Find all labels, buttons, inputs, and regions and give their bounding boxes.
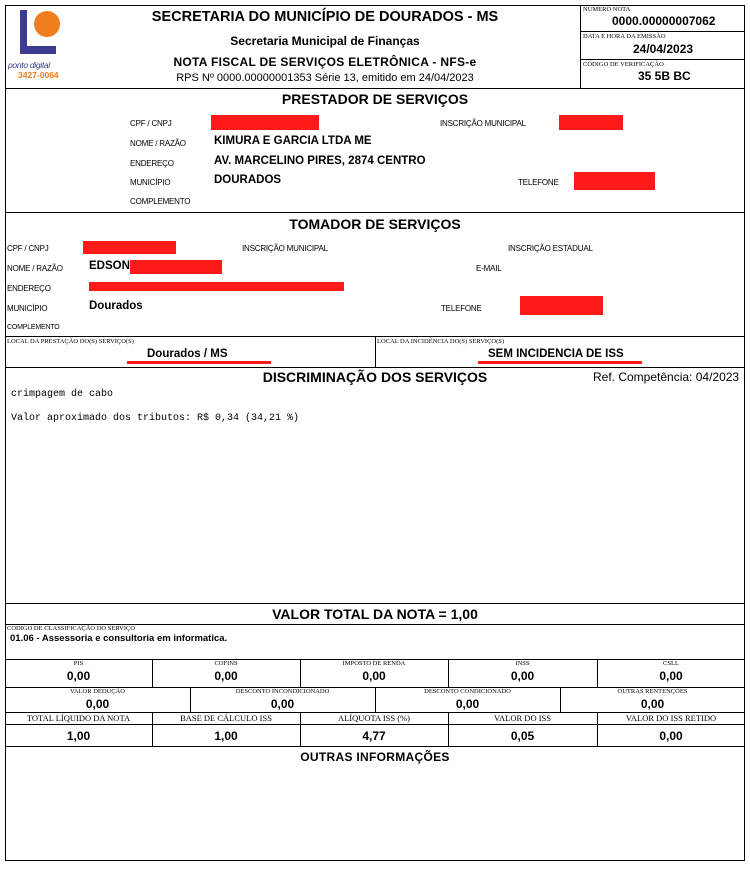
logo-phone: 3427-0064 [18, 70, 59, 80]
tomador-telefone-redacted [520, 296, 603, 315]
desconto-condicionado-label: DESCONTO CONDICIONADO [424, 688, 511, 695]
imposto-renda-value: 0,00 [362, 669, 386, 683]
base-calculo-iss-label: BASE DE CÁLCULO ISS [180, 713, 272, 723]
desconto-incondicionado-label: DESCONTO INCONDICIONADO [235, 688, 330, 695]
logo [8, 8, 70, 78]
imposto-renda-label: IMPOSTO DE RENDA [342, 660, 406, 667]
aliquota-iss-label: ALÍQUOTA ISS (%) [337, 713, 411, 723]
prestador-nome-label: NOME / RAZÃO [130, 139, 186, 148]
valor-deducao-value: 0,00 [85, 697, 110, 711]
numero-nota-value: 0000.00000007062 [612, 14, 716, 28]
valor-iss-retido-label: VALOR DO ISS RETIDO [625, 713, 717, 723]
valor-aproximado-tributos: Valor aproximado dos tributos: R$ 0,34 (34,21 %) [11, 413, 300, 424]
tomador-telefone-label: TELEFONE [441, 304, 482, 313]
inss-label: INSS [515, 660, 530, 667]
total-liquido-label: TOTAL LÍQUIDO DA NOTA [26, 713, 131, 723]
data-emissao-label: DATA E HORA DA EMISSÃO [583, 33, 666, 40]
prestador-cpf-label: CPF / CNPJ [130, 119, 172, 128]
prestador-cpf-redacted [211, 115, 319, 130]
codigo-verificacao-label: CÓDIGO DE VERIFICAÇÃO [583, 61, 664, 68]
tomador-nome-redacted [130, 260, 222, 274]
local-incidencia-label: LOCAL DA INCIDÊNCIA DO(S) SERVIÇO(S) [377, 338, 505, 345]
cofins-value: 0,00 [214, 669, 238, 683]
rps-line: RPS Nº 0000.00000001353 Série 13, emitido em 24/04/2023 [176, 72, 474, 84]
tomador-email-label: E-MAIL [476, 264, 502, 273]
prestador-telefone-redacted [574, 172, 655, 190]
local-incidencia-value: SEM INCIDENCIA DE ISS [488, 348, 624, 360]
outras-retencoes-value: 0,00 [640, 697, 665, 711]
document-type: NOTA FISCAL DE SERVIÇOS ELETRÔNICA - NFS-e [173, 55, 477, 69]
logo-mark-icon [16, 8, 66, 58]
page-subtitle: Secretaria Municipal de Finanças [230, 34, 420, 48]
classificacao-label: CÓDIGO DE CLASSIFICAÇÃO DO SERVIÇO [7, 625, 136, 632]
numero-nota-label: NUMERO NOTA [583, 6, 631, 13]
tomador-inscricao-municipal-label: INSCRIÇÃO MUNICIPAL [242, 244, 328, 253]
ref-competencia: Ref. Competência: 04/2023 [593, 370, 740, 384]
prestador-endereco-value: AV. MARCELINO PIRES, 2874 CENTRO [214, 155, 426, 167]
csll-value: 0,00 [659, 669, 683, 683]
valor-iss-retido-value: 0,00 [659, 729, 683, 743]
prestador-inscricao-label: INSCRIÇÃO MUNICIPAL [440, 119, 526, 128]
tomador-nome-label: NOME / RAZÃO [7, 264, 63, 273]
prestador-municipio-value: DOURADOS [214, 174, 282, 186]
data-emissao-value: 24/04/2023 [633, 42, 694, 56]
tomador-section-title: TOMADOR DE SERVIÇOS [289, 216, 461, 232]
valor-total-nota: VALOR TOTAL DA NOTA = 1,00 [272, 606, 478, 622]
outras-informacoes-title: OUTRAS INFORMAÇÕES [300, 750, 450, 764]
cofins-label: COFINS [214, 660, 238, 667]
valor-iss-label: VALOR DO ISS [494, 713, 551, 723]
valor-iss-value: 0,05 [510, 729, 535, 743]
prestador-section-title: PRESTADOR DE SERVIÇOS [281, 91, 469, 107]
prestador-endereco-label: ENDEREÇO [130, 159, 174, 168]
prestador-inscricao-redacted [559, 115, 623, 130]
tomador-nome-value: EDSON [89, 260, 130, 272]
tomador-cpf-redacted [83, 241, 176, 254]
classificacao-value: 01.06 - Assessoria e consultoria em informatica. [10, 633, 228, 644]
prestador-complemento-label: COMPLEMENTO [130, 197, 191, 206]
tomador-endereco-label: ENDEREÇO [7, 284, 51, 293]
logo-text: ponto digital [8, 60, 50, 70]
prestador-nome-value: KIMURA E GARCIA LTDA ME [214, 135, 372, 147]
desconto-condicionado-value: 0,00 [455, 697, 480, 711]
pis-label: PIS [73, 660, 84, 667]
tomador-municipio-label: MUNICÍPIO [7, 304, 48, 313]
local-prestacao-underline [127, 361, 271, 364]
tomador-municipio-value: Dourados [89, 300, 143, 312]
local-incidencia-underline [478, 361, 642, 364]
servico-descricao: crimpagem de cabo [11, 389, 114, 400]
tomador-inscricao-estadual-label: INSCRIÇÃO ESTADUAL [508, 244, 593, 253]
valor-deducao-label: VALOR DEDUÇÃO [70, 688, 125, 695]
discriminacao-section-title: DISCRIMINAÇÃO DOS SERVIÇOS [262, 369, 488, 385]
aliquota-iss-value: 4,77 [362, 729, 386, 743]
pis-value: 0,00 [66, 669, 91, 683]
inss-value: 0,00 [510, 669, 535, 683]
prestador-municipio-label: MUNICÍPIO [130, 178, 171, 187]
total-liquido-value: 1,00 [66, 729, 91, 743]
tomador-cpf-label: CPF / CNPJ [7, 244, 49, 253]
local-prestacao-label: LOCAL DA PRESTAÇÃO DO(S) SERVIÇO(S) [7, 338, 134, 345]
prestador-telefone-label: TELEFONE [518, 178, 559, 187]
tomador-complemento-label: COMPLEMENTO [7, 324, 60, 331]
tomador-endereco-redacted [89, 282, 344, 291]
csll-label: CSLL [663, 660, 679, 667]
local-prestacao-value: Dourados / MS [147, 348, 228, 360]
codigo-verificacao-value: 35 5B BC [638, 69, 691, 83]
base-calculo-iss-value: 1,00 [214, 729, 238, 743]
outras-retencoes-label: OUTRAS RENTENÇÕES [617, 688, 688, 695]
desconto-incondicionado-value: 0,00 [270, 697, 295, 711]
page-title: SECRETARIA DO MUNICÍPIO DE DOURADOS - MS [151, 9, 499, 25]
